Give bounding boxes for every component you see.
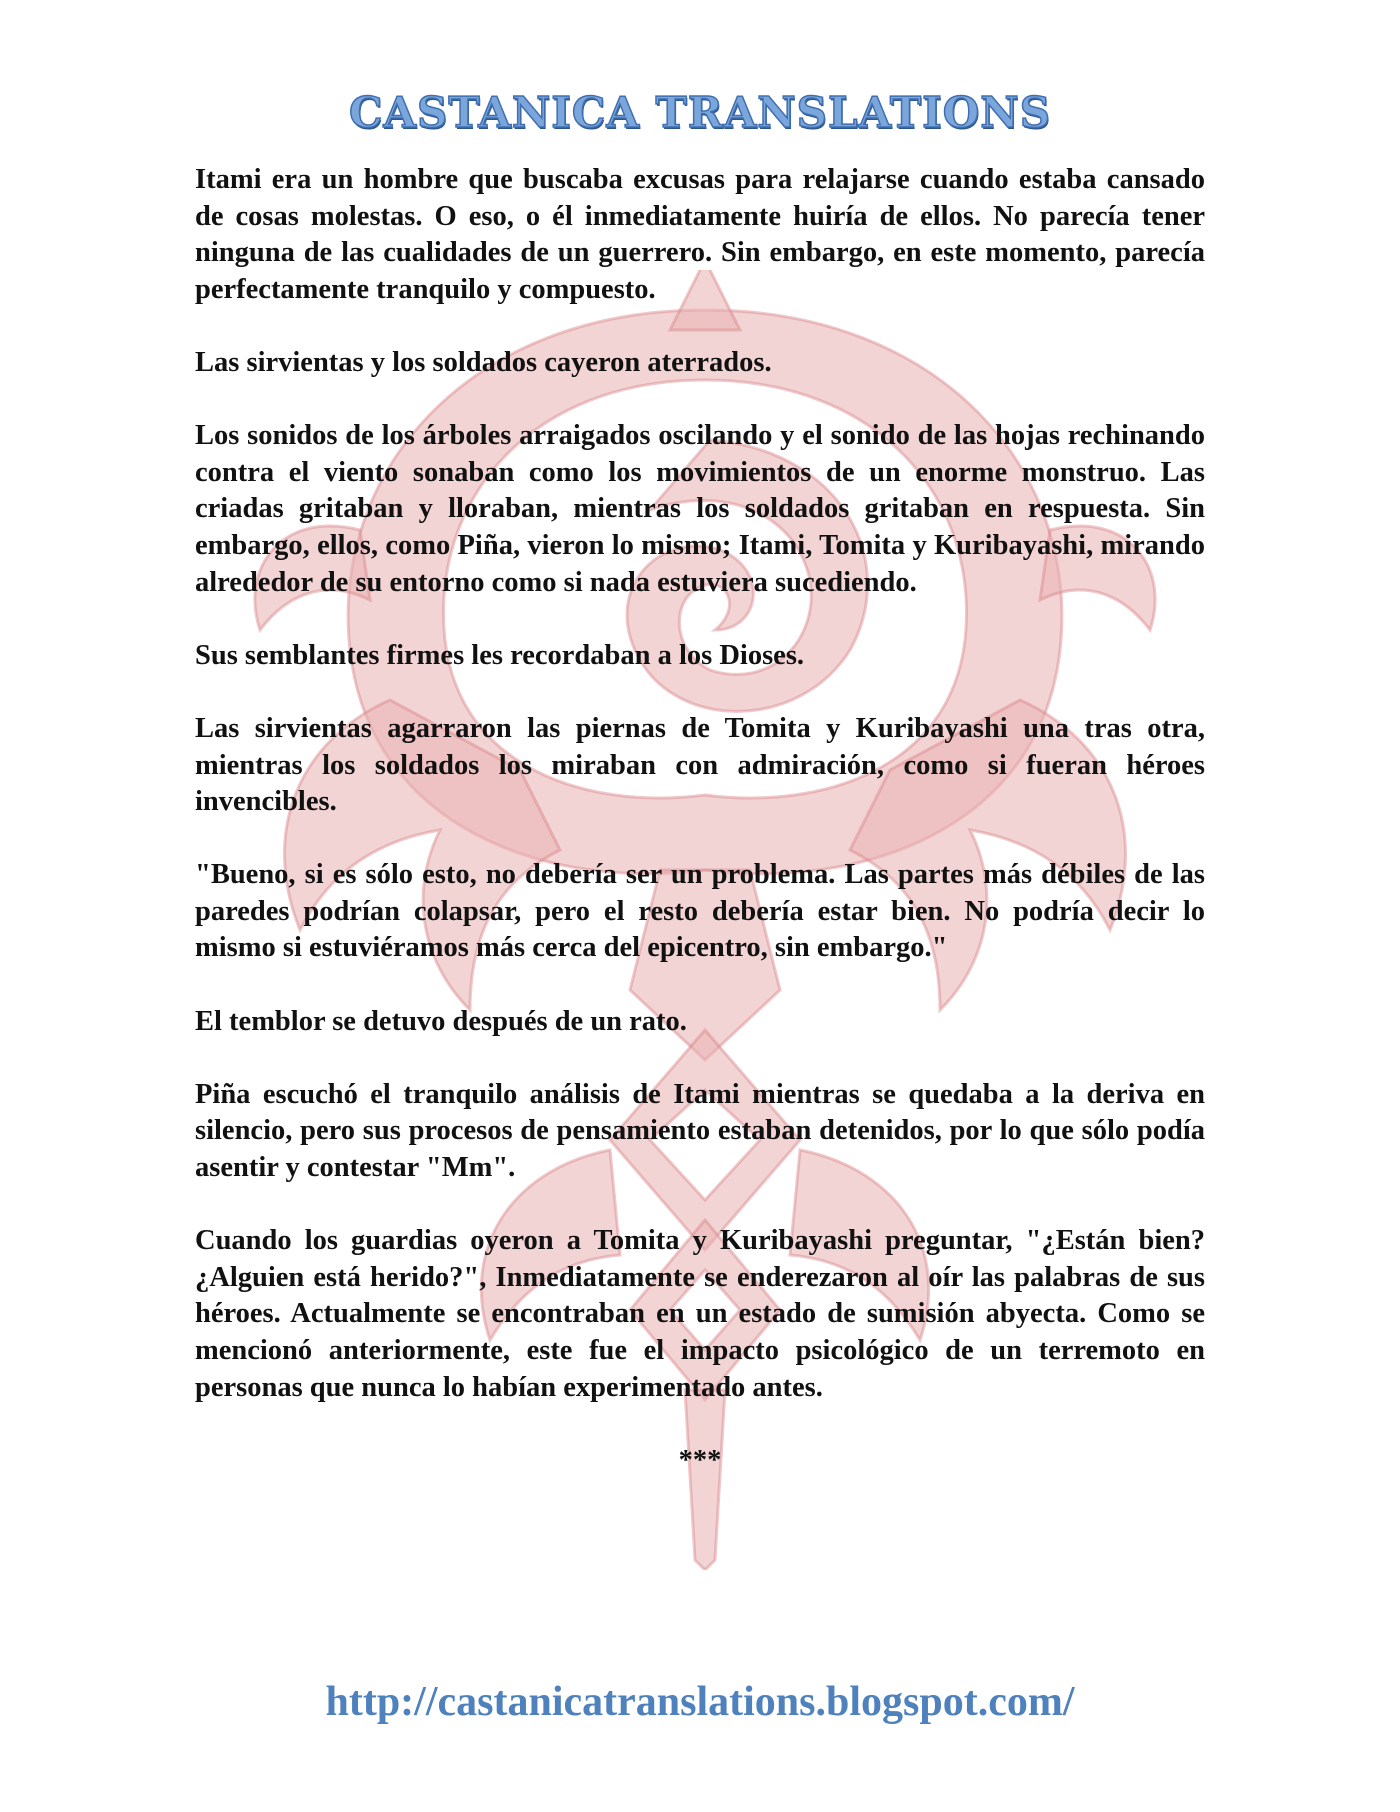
paragraph: Los sonidos de los árboles arraigados oscilando y el sonido de las hojas rechinando contra el viento sonaban como los movimientos de un enorme monstruo. Las criadas gritaban y lloraban, mientras los soldados gritaban en respuesta. Sin embargo, ellos, como Piña, vieron lo mismo; Itami, Tomita y Kuribayashi, mirando alrededor de su entorno como si nada estuviera sucediendo.	[195, 420, 1205, 598]
section-separator: ***	[678, 1444, 722, 1476]
paragraph: Sus semblantes firmes les recordaban a los Dioses.	[195, 639, 805, 671]
footer-link[interactable]: http://castanicatranslations.blogspot.com/	[325, 1679, 1075, 1725]
document-body	[195, 162, 1205, 1516]
paragraph: Las sirvientas y los soldados cayeron aterrados.	[195, 346, 772, 378]
site-title: CASTANICA TRANSLATIONS	[348, 88, 1052, 137]
paragraph: "Bueno, si es sólo esto, no debería ser un problema. Las partes más débiles de las paredes podrían colapsar, pero el resto debería estar bien. No podría decir lo mismo si estuviéramos más cerca del epicentro, sin embargo."	[195, 859, 1205, 964]
paragraph: El temblor se detuvo después de un rato.	[195, 1005, 687, 1037]
paragraph: Itami era un hombre que buscaba excusas para relajarse cuando estaba cansado de cosas molestas. O eso, o él inmediatamente huiría de ellos. No parecía tener ninguna de las cualidades de un guerrero. Sin embargo, en este momento, parecía perfectamente tranquilo y compuesto.	[195, 164, 1205, 305]
paragraph: Piña escuchó el tranquilo análisis de Itami mientras se quedaba a la deriva en silencio, pero sus procesos de pensamiento estaban detenidos, por lo que sólo podía asentir y contestar "Mm".	[195, 1078, 1205, 1184]
paragraph: Cuando los guardias oyeron a Tomita y Kuribayashi preguntar, "¿Están bien? ¿Alguien está herido?", Inmediatamente se enderezaron al oír las palabras de sus héroes. Actualmente se encontraban en un estado de sumisión abyecta. Como se mencionó anteriormente, este fue el impacto psicológico de un terremoto en personas que nunca lo habían experimentado antes.	[195, 1225, 1205, 1403]
paragraph: Las sirvientas agarraron las piernas de Tomita y Kuribayashi una tras otra, mientras los soldados los miraban con admiración, como si fueran héroes invencibles.	[195, 712, 1205, 818]
